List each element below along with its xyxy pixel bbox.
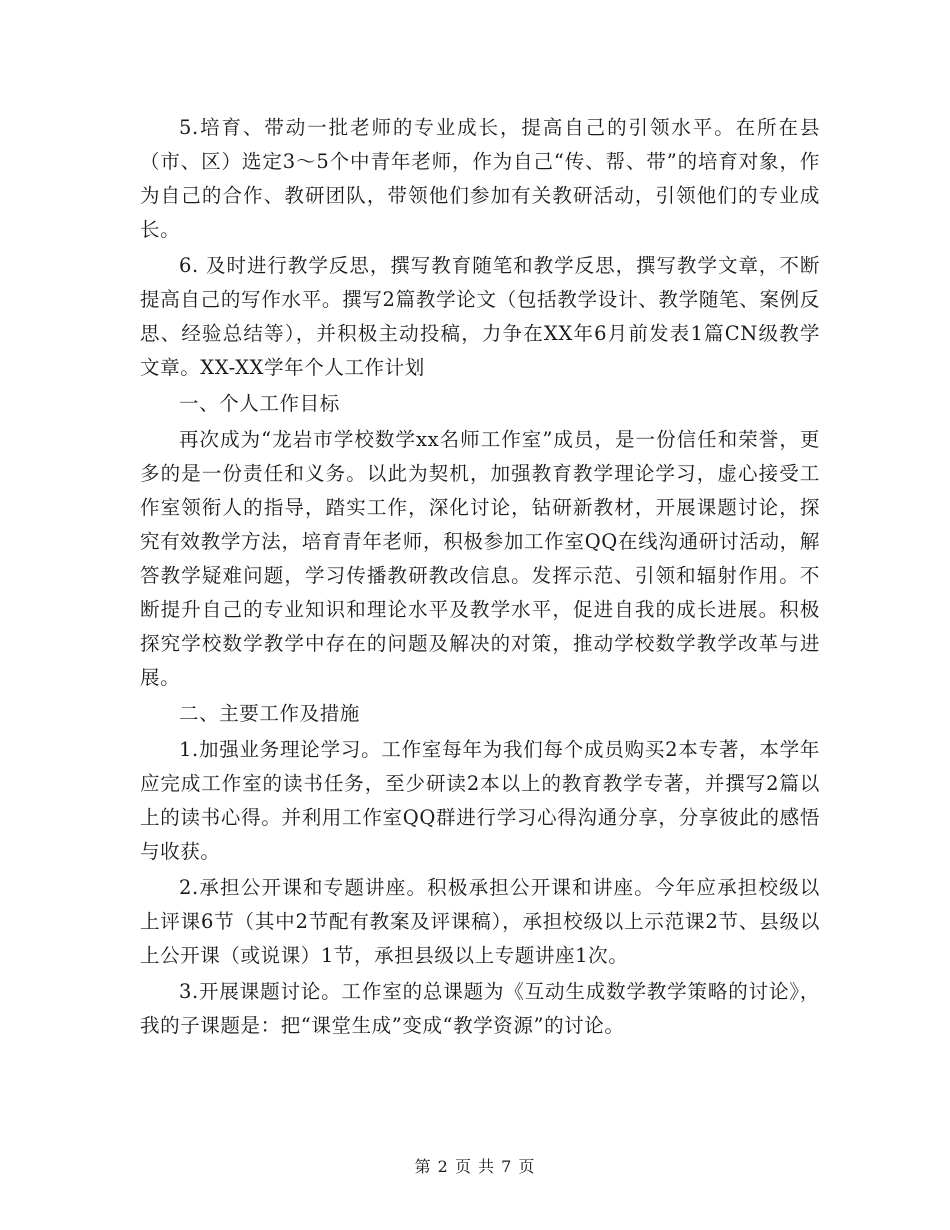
- paragraph-item-5: 5.培育、带动一批老师的专业成长，提高自己的引领水平。在所在县（市、区）选定3～5个中青年老师，作为自己“传、帮、带”的培育对象，作为自己的合作、教研团队，带领他们参加有关教研活动，引领他们的专业成长。: [140, 116, 820, 241]
- paragraph-measure-2: 2.承担公开课和专题讲座。积极承担公开课和讲座。今年应承担校级以上评课6节（其中2节配有教案及评课稿），承担校级以上示范课2节、县级以上公开课（或说课）1节，承担县级以上专题讲座1次。: [140, 876, 820, 967]
- section-heading-measures: 二、主要工作及措施: [179, 702, 360, 725]
- paragraph-measure-1: 1.加强业务理论学习。工作室每年为我们每个成员购买2本专著，本学年应完成工作室的读书任务，至少研读2本以上的教育教学专著，并撰写2篇以上的读书心得。并利用工作室QQ群进行学习心得沟通分享，分享彼此的感悟与收获。: [140, 738, 820, 863]
- section-heading-goals: 一、个人工作目标: [179, 392, 340, 415]
- page-number-footer: 第 2 页 共 7 页: [414, 1157, 536, 1176]
- document-body: [140, 111, 820, 1045]
- paragraph-item-6: 6. 及时进行教学反思，撰写教育随笔和教学反思，撰写教学文章，不断提高自己的写作水平。撰写2篇教学论文（包括教学设计、教学随笔、案例反思、经验总结等），并积极主动投稿，力争在XX年6月前发表1篇CN级教学文章。XX-XX学年个人工作计划: [140, 254, 820, 379]
- paragraph-measure-3: 3.开展课题讨论。工作室的总课题为《互动生成数学教学策略的讨论》，我的子课题是：把“课堂生成”变成“教学资源”的讨论。: [140, 980, 820, 1037]
- paragraph-goals-body: 再次成为“龙岩市学校数学xx名师工作室”成员，是一份信任和荣誉，更多的是一份责任和义务。以此为契机，加强教育教学理论学习，虚心接受工作室领衔人的指导，踏实工作，深化讨论，钻研新教材，开展课题讨论，探究有效教学方法，培育青年老师，积极参加工作室QQ在线沟通研讨活动，解答教学疑难问题，学习传播教研教改信息。发挥示范、引领和辐射作用。不断提升自己的专业知识和理论水平及教学水平，促进自我的成长进展。积极探究学校数学教学中存在的问题及解决的对策，推动学校数学教学改革与进展。: [140, 428, 820, 689]
